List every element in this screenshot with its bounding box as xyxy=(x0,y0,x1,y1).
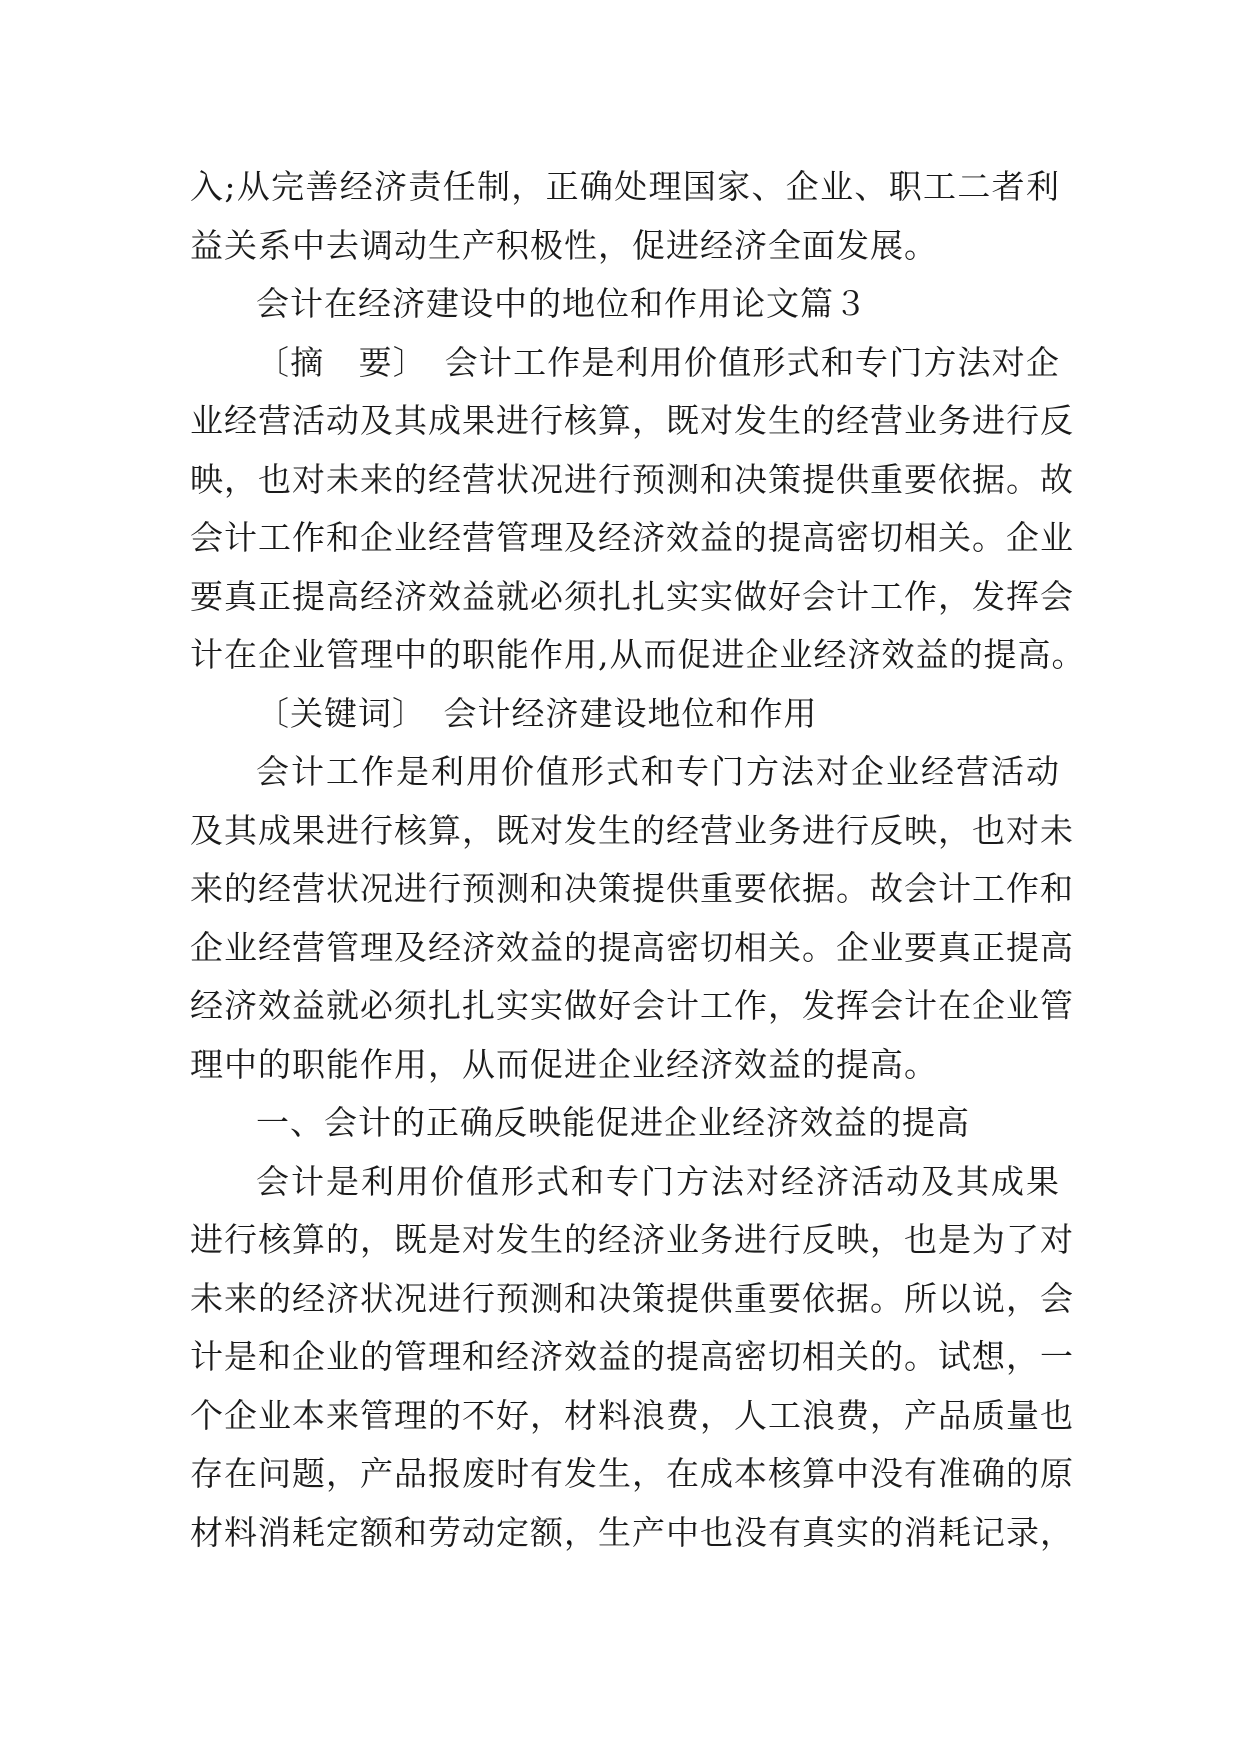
text-line: 映，也对未来的经营状况进行预测和决策提供重要依据。故 xyxy=(190,459,1074,499)
text-line: 会计工作是利用价值形式和专门方法对企业经营活动 xyxy=(256,752,1060,791)
text-line: 进行核算的，既是对发生的经济业务进行反映，也是为了对 xyxy=(190,1220,1074,1259)
text-line: 会计工作和企业经营管理及经济效益的提高密切相关。企业 xyxy=(190,518,1074,557)
text-line: 〔摘 要〕 会计工作是利用价值形式和专门方法对企 xyxy=(256,342,1060,382)
body-text xyxy=(190,158,1086,1562)
text-line: 未来的经济状况进行预测和决策提供重要依据。所以说，会 xyxy=(190,1278,1074,1318)
text-line: 理中的职能作用，从而促进企业经济效益的提高。 xyxy=(190,1044,938,1084)
text-line: 会计在经济建设中的地位和作用论文篇３ xyxy=(256,284,868,323)
text-line: 业经营活动及其成果进行核算，既对发生的经营业务进行反 xyxy=(190,401,1074,440)
text-line: 一、会计的正确反映能促进企业经济效益的提高 xyxy=(256,1103,970,1142)
text-line: 经济效益就必须扎扎实实做好会计工作，发挥会计在企业管 xyxy=(190,986,1074,1025)
text-line: 〔关键词〕 会计经济建设地位和作用 xyxy=(256,693,818,733)
text-line: 计在企业管理中的职能作用,从而促进企业经济效益的提高。 xyxy=(190,635,1086,674)
text-line: 入;从完善经济责任制，正确处理国家、企业、职工二者利 xyxy=(190,167,1060,206)
text-line: 益关系中去调动生产积极性，促进经济全面发展。 xyxy=(190,225,938,265)
text-line: 存在问题，产品报废时有发生，在成本核算中没有准确的原 xyxy=(190,1454,1074,1493)
text-line: 要真正提高经济效益就必须扎扎实实做好会计工作，发挥会 xyxy=(190,576,1074,616)
text-line: 计是和企业的管理和经济效益的提高密切相关的。试想，一 xyxy=(190,1337,1074,1376)
text-line: 来的经营状况进行预测和决策提供重要依据。故会计工作和 xyxy=(190,869,1074,908)
text-line: 个企业本来管理的不好，材料浪费，人工浪费，产品质量也 xyxy=(190,1395,1074,1435)
text-line: 材料消耗定额和劳动定额，生产中也没有真实的消耗记录， xyxy=(190,1512,1074,1552)
text-line: 会计是利用价值形式和专门方法对经济活动及其成果 xyxy=(256,1161,1060,1201)
text-line: 企业经营管理及经济效益的提高密切相关。企业要真正提高 xyxy=(190,927,1074,967)
text-line: 及其成果进行核算，既对发生的经营业务进行反映，也对未 xyxy=(190,810,1074,850)
